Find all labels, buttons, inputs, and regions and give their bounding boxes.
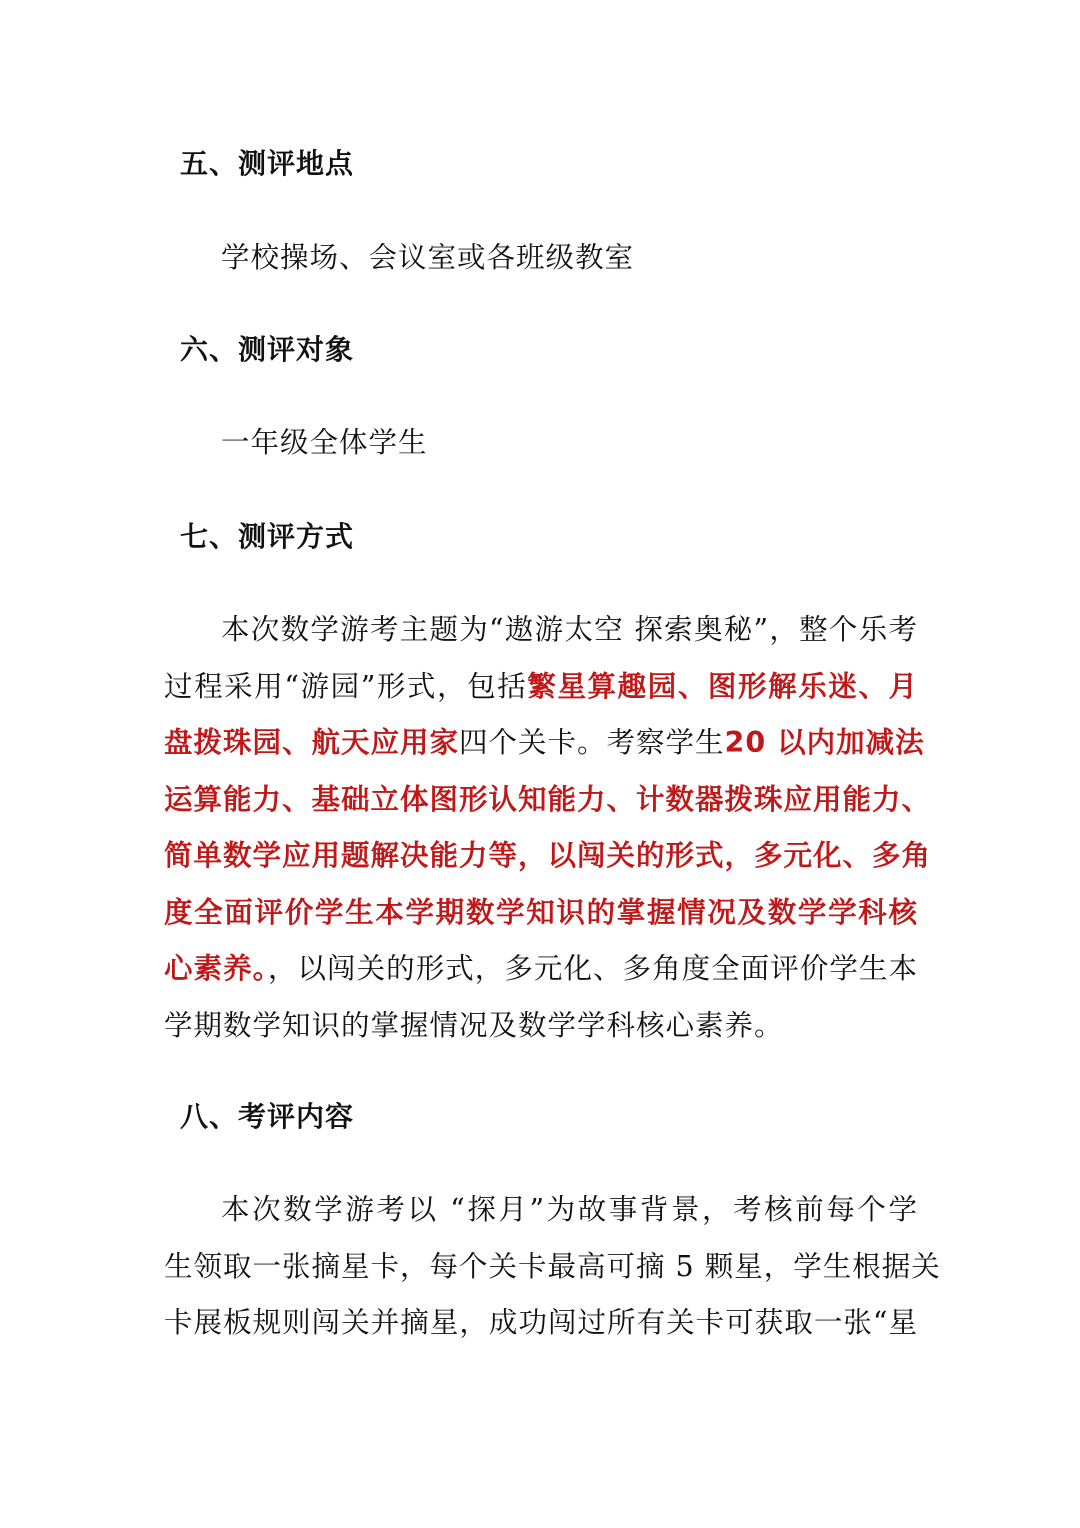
section-7-paragraph: [164, 602, 932, 1054]
s7-line-1: 本次数学游考主题为“遨游太空 探索奥秘”，整个乐考: [221, 613, 918, 646]
s7-line-2: [164, 659, 918, 716]
section-8-paragraph: [164, 1182, 941, 1352]
s7-line-7-highlight: 心素养。: [164, 952, 268, 985]
s7-line-3: [164, 715, 925, 772]
section-5-heading: 五、测评地点: [180, 147, 355, 180]
s7-line-3-highlight: 盘拨珠园、航天应用家: [164, 726, 460, 759]
s7-line-6: 度全面评价学生本学期数学知识的掌握情况及数学学科核: [164, 895, 918, 929]
s7-line-7: [164, 941, 918, 998]
s7-line-3-text: 四个关卡。考察学生: [459, 726, 725, 759]
s7-line-8: 学期数学知识的掌握情况及数学学科核心素养。: [164, 1008, 784, 1042]
s7-line-4: 运算能力、基础立体图形认知能力、计数器拨珠应用能力、: [164, 782, 932, 816]
s7-line-5: 简单数学应用题解决能力等，以闯关的形式，多元化、多角: [164, 839, 932, 872]
s7-line-7-text: ，以闯关的形式，多元化、多角度全面评价学生本: [267, 952, 918, 985]
section-5-body: 学校操场、会议室或各班级教室: [221, 241, 635, 274]
s8-line-3: 卡展板规则闯关并摘星，成功闯过所有关卡可获取一张“星: [164, 1306, 918, 1339]
s7-line-2-highlight: 繁星算趣园、图形解乐迷、月: [527, 669, 918, 703]
section-6-heading: 六、测评对象: [180, 333, 355, 366]
section-8-heading: 八、考评内容: [180, 1100, 355, 1133]
s7-line-3-highlight-2: 20 以内加减法: [724, 726, 925, 759]
section-6-body: 一年级全体学生: [221, 426, 428, 459]
s7-line-2-text: 过程采用“游园”形式，包括: [164, 669, 528, 703]
section-7-heading: 七、测评方式: [180, 520, 355, 553]
s8-line-1: 本次数学游考以 “探月”为故事背景，考核前每个学: [221, 1193, 918, 1226]
s8-line-2: 生领取一张摘星卡，每个关卡最高可摘 5 颗星，学生根据关: [164, 1249, 941, 1283]
